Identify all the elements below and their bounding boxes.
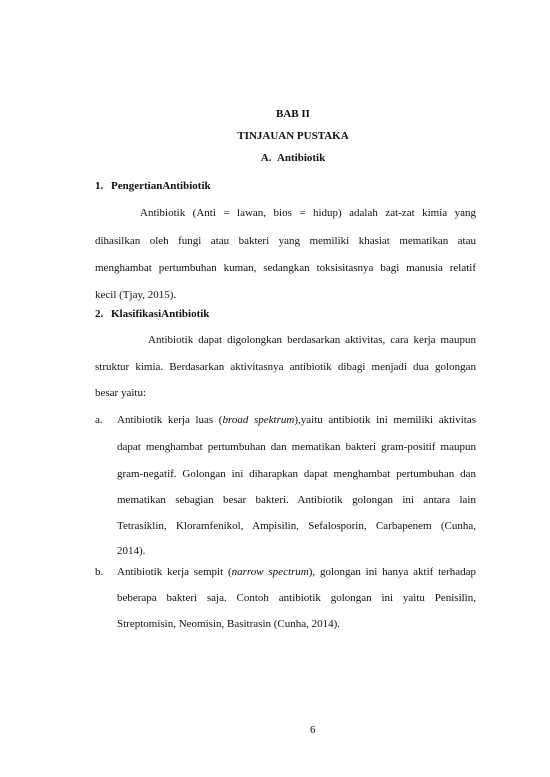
page-number: 6 (310, 724, 316, 736)
paragraph-line: struktur kimia. Berdasarkan aktivitasnya antibiotik dibagi menjadi dua golongan (95, 361, 476, 373)
list-item-label: b. (95, 566, 104, 578)
list-item-label: a. (95, 414, 103, 426)
list-item-line: Streptomisin, Neomisin, Basitrasin (Cunha, 2014). (117, 618, 341, 630)
section-heading: A. Antibiotik (260, 152, 326, 164)
subheading-klasifikasi (95, 308, 209, 320)
list-item-line: dapat menghambat pertumbuhan dan mematikan bakteri gram-positif maupun (117, 441, 476, 453)
list-item-line: mematikan sebagian besar bakteri. Antibiotik golongan ini antara lain (117, 494, 476, 506)
italic-term: narrow spectrum (231, 566, 309, 578)
paragraph-line: menghambat pertumbuhan kuman, sedangkan toksisitasnya bagi manusia relatif (95, 262, 476, 274)
subheading-number: 1. (95, 180, 104, 192)
paragraph-line: besar yaitu: (95, 387, 147, 399)
list-item-line: Antibiotik kerja luas (broad spektrum),yaitu antibiotik ini memiliki aktivitas (117, 414, 476, 426)
italic-term: broad spektrum (222, 414, 295, 426)
chapter-number: BAB II (276, 108, 310, 120)
list-item-line: 2014). (117, 545, 146, 557)
subheading-title: PengertianAntibiotik (111, 180, 211, 192)
paragraph-line: dihasilkan oleh fungi atau bakteri yang memiliki khasiat mematikan atau (95, 235, 476, 247)
subheading-number: 2. (95, 308, 104, 320)
list-item-line: gram-negatif. Golongan ini diharapkan dapat menghambat pertumbuhan dan (117, 468, 476, 480)
list-item-line: Antibiotik kerja sempit (narrow spectrum), golongan ini hanya aktif terhadap (117, 566, 476, 578)
chapter-title: TINJAUAN PUSTAKA (237, 130, 349, 142)
paragraph-line: kecil (Tjay, 2015). (95, 289, 177, 301)
subheading-pengertian (95, 180, 211, 192)
list-item-line: beberapa bakteri saja. Contoh antibiotik golongan ini yaitu Penisilin, (117, 592, 476, 604)
subheading-title: KlasifikasiAntibiotik (111, 308, 210, 320)
paragraph-line: Antibiotik dapat digolongkan berdasarkan aktivitas, cara kerja maupun (148, 334, 476, 346)
list-item-line: Tetrasiklin, Kloramfenikol, Ampisilin, Sefalosporin, Carbapenem (Cunha, (117, 520, 476, 532)
paragraph-line: Antibiotik (Anti = lawan, bios = hidup) adalah zat-zat kimia yang (140, 207, 476, 219)
